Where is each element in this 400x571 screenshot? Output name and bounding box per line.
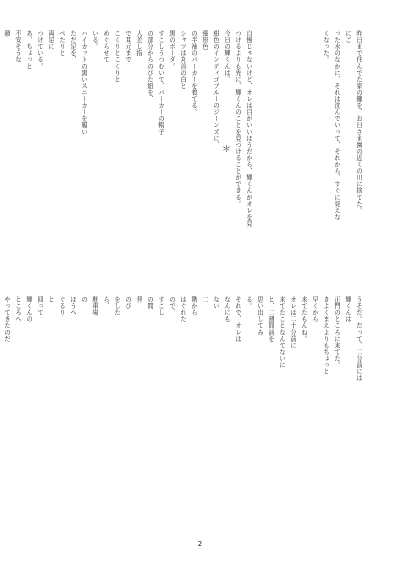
text-column: それで、オレは <box>234 296 241 342</box>
lower-text-block <box>0 296 362 532</box>
text-column <box>310 30 318 275</box>
text-column: をした <box>113 296 120 316</box>
text-column: 二 <box>201 296 208 303</box>
text-column: ほうへ <box>69 296 76 316</box>
text-column: 輝くんは <box>344 296 351 323</box>
text-column: 来てたことなんてないに <box>278 296 285 369</box>
text-column: やってきたのだ <box>3 296 10 342</box>
text-column: ところへ <box>14 296 21 323</box>
text-column: 輝くんの <box>25 296 32 323</box>
text-column: の間 <box>146 296 153 310</box>
text-column: る。 <box>245 296 252 310</box>
text-column: 正門のところに来てた。 <box>333 296 340 369</box>
section-break-asterisk: ＊ <box>222 145 232 155</box>
text-column: った水のなかに、それは沈んでいって、それから、すぐに見えな <box>333 30 340 220</box>
text-column: 来てたもんね。 <box>300 296 307 342</box>
text-column: ない <box>212 296 219 310</box>
text-column: の部分からのびた紐を、 <box>146 30 153 103</box>
text-column: 紺色のインディゴブルーのジーンズに、 <box>212 30 219 148</box>
text-column: オレは二十分前に <box>289 296 296 349</box>
text-column: 早くから <box>311 296 318 323</box>
text-column <box>299 30 307 275</box>
text-column: ただ足を、 <box>69 30 76 63</box>
text-column: くなった。 <box>322 30 329 63</box>
page-number: 2 <box>197 540 203 548</box>
text-column: ぐるり <box>58 296 65 316</box>
text-column: 自慢じゃないけど、オレは目がいいほうだから、輝くんがオレを見 <box>245 30 252 227</box>
text-column: で耳元まで <box>124 30 131 63</box>
text-column: 不安そうな <box>14 30 21 63</box>
text-column: ハイカットの黒いスニーカーを履い <box>80 30 87 135</box>
text-column <box>266 30 274 275</box>
text-column: ので、 <box>168 296 175 316</box>
text-column: 顔 <box>3 30 10 37</box>
text-column: つけている。 <box>36 30 43 70</box>
text-column <box>277 30 285 275</box>
text-column: はぐれた <box>179 296 186 323</box>
text-column: 両足に <box>47 30 54 50</box>
text-column: ぺたりと <box>58 30 65 57</box>
text-column: すこし <box>157 296 164 316</box>
text-column: の半袖のパーカーを着てる。 <box>190 30 197 116</box>
text-column <box>255 30 263 275</box>
text-column: こくりとこくりと <box>113 30 120 83</box>
text-column: きよくまえよりもちょっと <box>322 296 329 375</box>
text-column: 階から <box>190 296 197 316</box>
text-column: 昨日まで住んでた家の鍵を、お日さま園の近くの川に捨てた。 <box>355 30 362 214</box>
text-column: 黒のボーダ。 <box>168 30 175 70</box>
text-column: にご <box>344 30 351 44</box>
text-column: と <box>47 296 54 303</box>
text-column: 駐車場 <box>91 296 98 316</box>
text-column: 細形色 <box>201 30 208 50</box>
text-column: と、二週間前を <box>267 296 274 342</box>
text-column: 人差し指 <box>135 30 142 57</box>
text-column: すこしうつむいて、パーカーの帽子 <box>157 30 164 135</box>
text-column: あ、ちょっと <box>25 30 32 70</box>
text-column: 背 <box>135 296 142 303</box>
text-column: うそだ。だって、二分前には <box>355 296 362 382</box>
text-column <box>288 30 296 275</box>
text-column: めぐらせて <box>102 30 109 63</box>
text-column: 回って <box>36 296 43 316</box>
text-column: いる。 <box>91 30 98 50</box>
text-column: シャツは丸首の白と <box>179 30 186 89</box>
text-column: つけるよりも先に、輝くんのことを見つけることができる。 <box>234 30 241 207</box>
text-column: なんにも <box>223 296 230 323</box>
text-column: の <box>80 296 87 303</box>
text-column: 今日の輝くんは、 <box>223 30 230 83</box>
text-column: 思い出してみ <box>256 296 263 336</box>
text-column: ら、 <box>102 296 109 310</box>
upper-text-block <box>0 30 362 275</box>
text-column: のび <box>124 296 131 310</box>
